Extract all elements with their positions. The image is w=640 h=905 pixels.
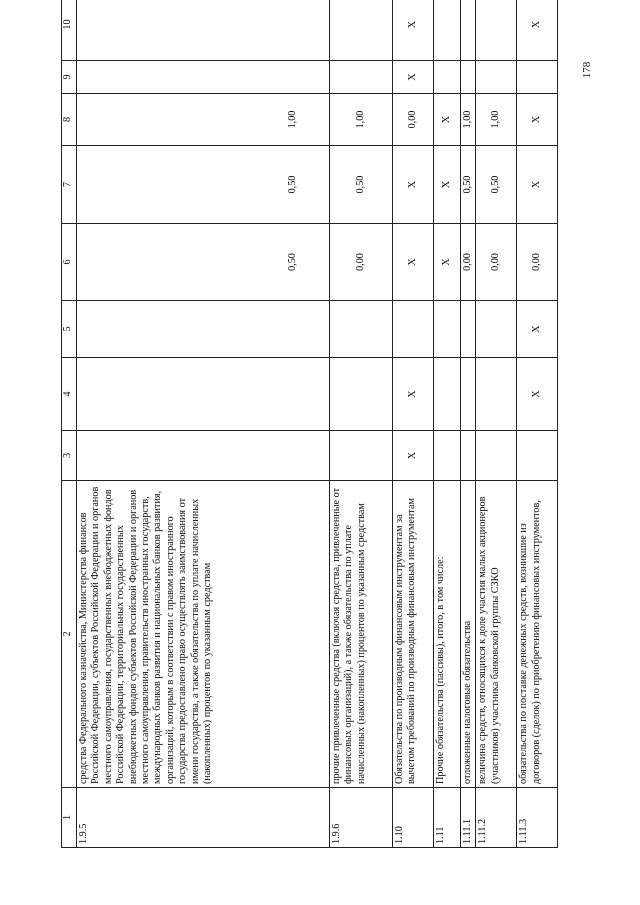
value-cell: 1,00 [77, 94, 330, 146]
table-row [517, 0, 558, 848]
value-cell: 0,50 [77, 146, 330, 224]
value-cell: 0,50 [330, 146, 393, 224]
value-cell [476, 0, 517, 61]
value-cell: X [393, 61, 434, 94]
value-cell: X [517, 94, 558, 146]
table-row [393, 0, 434, 848]
col-header: 7 [62, 146, 77, 224]
value-cell [517, 431, 558, 481]
value-cell: X [393, 146, 434, 224]
value-cell [330, 61, 393, 94]
value-cell [434, 61, 461, 94]
value-cell [517, 61, 558, 94]
value-cell [77, 0, 330, 61]
value-cell [393, 301, 434, 358]
row-number: 1.10 [393, 788, 434, 848]
value-cell: 1,00 [461, 94, 476, 146]
value-cell [461, 0, 476, 61]
value-cell: 0,50 [77, 224, 330, 301]
value-cell [476, 431, 517, 481]
value-cell: X [517, 301, 558, 358]
value-cell: X [517, 0, 558, 61]
value-cell: 0,00 [517, 224, 558, 301]
value-cell: X [434, 94, 461, 146]
value-cell: X [517, 146, 558, 224]
value-cell: X [434, 224, 461, 301]
row-description: величина средств, относящихся к доле участия малых акционеров (участников) участника банковской группы СЗКО [476, 481, 517, 788]
ratio-table [61, 0, 558, 848]
row-number: 1.9.5 [77, 788, 330, 848]
value-cell [476, 301, 517, 358]
row-description: отложенные налоговые обязательства [461, 481, 476, 788]
value-cell: 1,00 [330, 94, 393, 146]
value-cell [330, 358, 393, 431]
value-cell [461, 301, 476, 358]
row-number: 1.11.1 [461, 788, 476, 848]
header-row [62, 0, 77, 848]
col-header: 2 [62, 481, 77, 788]
value-cell [330, 301, 393, 358]
value-cell: 1,00 [476, 94, 517, 146]
value-cell: 0,50 [476, 146, 517, 224]
row-description: обязательства по поставке денежных средств, возникшие из договоров (сделок) по приобретению финансовых инструментов, [517, 481, 558, 788]
value-cell [461, 431, 476, 481]
row-number: 1.11.2 [476, 788, 517, 848]
row-description: Обязательства по производным финансовым инструментам за вычетом требований по производным финансовым инструментам [393, 481, 434, 788]
col-header: 3 [62, 431, 77, 481]
col-header: 5 [62, 301, 77, 358]
value-cell: 0,00 [393, 94, 434, 146]
value-cell: 0,00 [461, 224, 476, 301]
value-cell [77, 358, 330, 431]
value-cell [476, 358, 517, 431]
value-cell [77, 431, 330, 481]
value-cell [77, 61, 330, 94]
value-cell [461, 358, 476, 431]
value-cell: X [517, 358, 558, 431]
row-number: 1.11.3 [517, 788, 558, 848]
value-cell [330, 431, 393, 481]
table-row [77, 0, 330, 848]
row-number: 1.11 [434, 788, 461, 848]
value-cell: 0,00 [476, 224, 517, 301]
value-cell: X [393, 0, 434, 61]
col-header: 4 [62, 358, 77, 431]
table-body [77, 0, 558, 848]
row-description: Прочие обязательства (пассивы), итого, в том числе: [434, 481, 461, 788]
value-cell: X [393, 431, 434, 481]
value-cell: X [393, 358, 434, 431]
value-cell: X [393, 224, 434, 301]
page-number: 178 [581, 61, 593, 79]
value-cell [434, 358, 461, 431]
value-cell [434, 431, 461, 481]
table-row [330, 0, 393, 848]
col-header: 1 [62, 788, 77, 848]
col-header: 8 [62, 94, 77, 146]
value-cell [461, 61, 476, 94]
value-cell [330, 0, 393, 61]
table-row [434, 0, 461, 848]
value-cell [77, 301, 330, 358]
table-row [476, 0, 517, 848]
col-header: 10 [62, 0, 77, 61]
value-cell: 0,00 [330, 224, 393, 301]
row-number: 1.9.6 [330, 788, 393, 848]
col-header: 6 [62, 224, 77, 301]
value-cell [434, 301, 461, 358]
table-row [461, 0, 476, 848]
value-cell [434, 0, 461, 61]
rotated-page [61, 19, 591, 848]
value-cell: 0,50 [461, 146, 476, 224]
row-description: прочие привлеченные средства (включая средства, привлеченные от финансовых организаций), а также обязательства по уплате начисленных (накопленных) процентов по указанным средствам [330, 481, 393, 788]
value-cell: X [434, 146, 461, 224]
value-cell [476, 61, 517, 94]
row-description: средства Федерального казначейства, Министерства финансов Российской Федерации, субъектов Российской Федерации и органов местного самоуправления, государственных внебюджетных фондов Российской Федерации, территориальных государственных внебюджетных фондов субъектов Российской Федерации и органов местного самоуправления, правительств иностранных государств, международных банков развития и национальных банков развития, организаций, которым в соответствии с правом иностранного государства предоставлено право осуществлять заимствования от имени государства, а также обязательства по уплате начисленных (накопленных) процентов по указанным средствам [77, 481, 330, 788]
col-header: 9 [62, 61, 77, 94]
